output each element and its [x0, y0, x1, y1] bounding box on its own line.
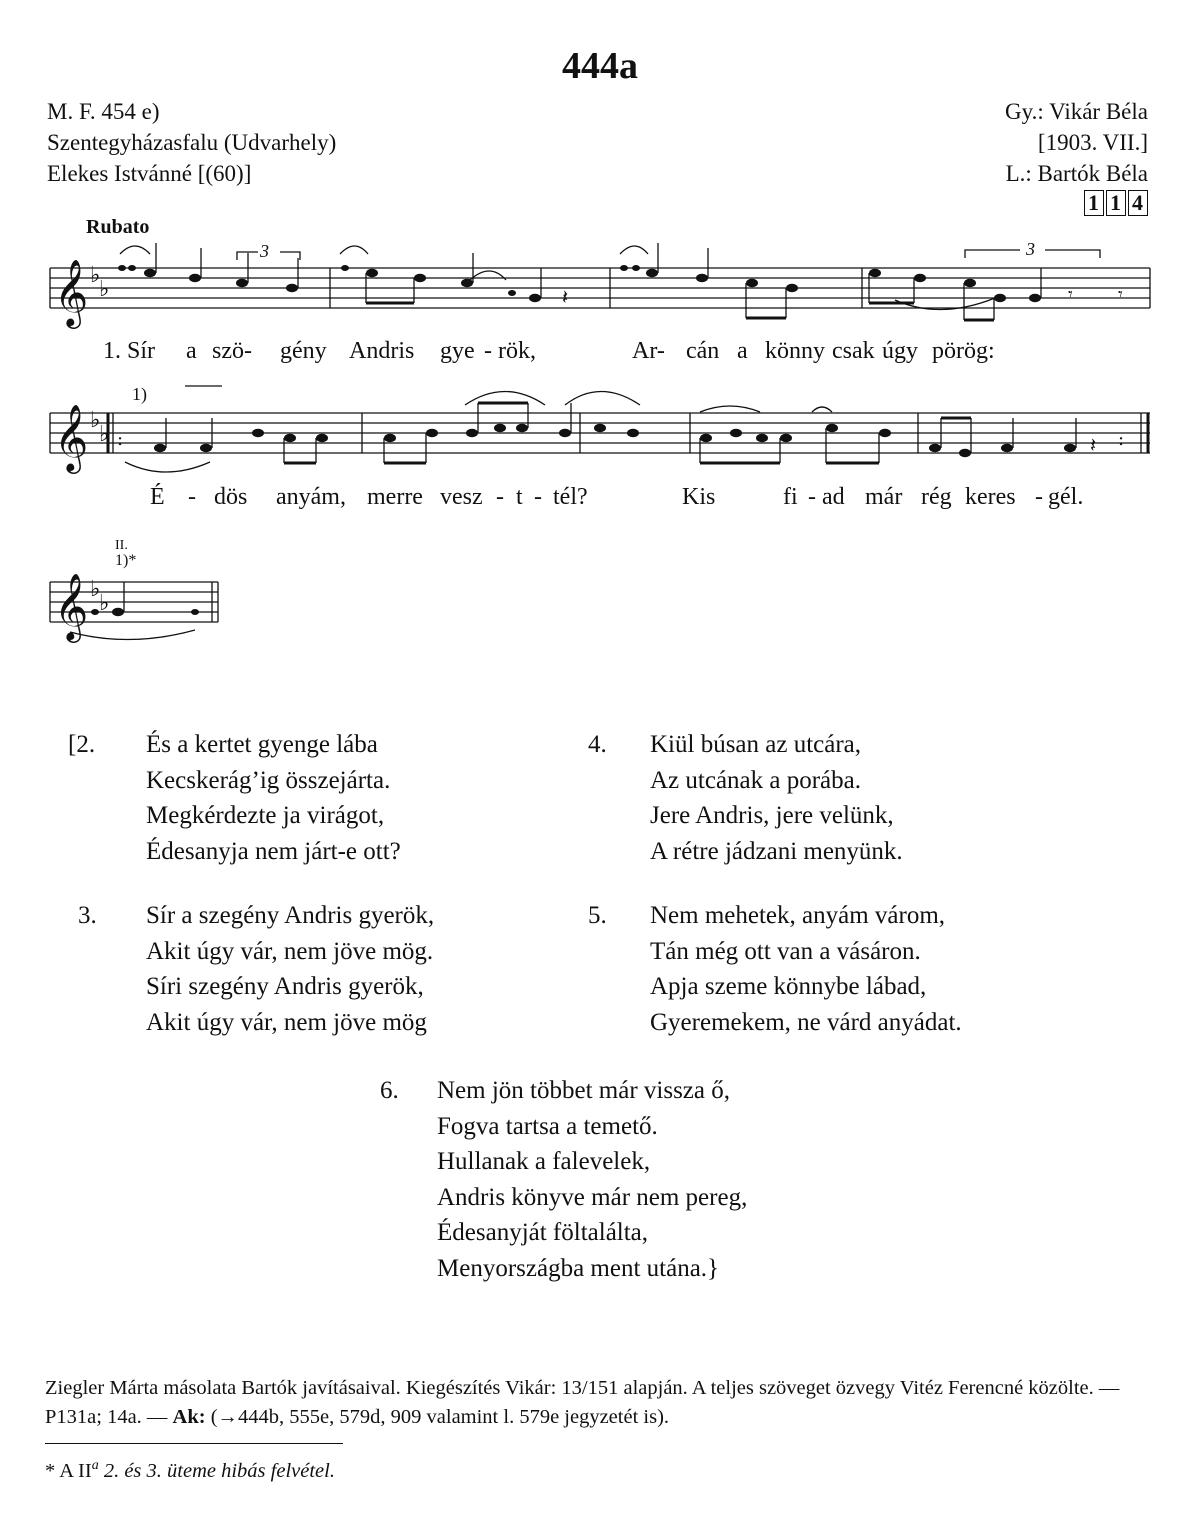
lyric-syllable: a [737, 338, 748, 364]
stanza-line: Apja szeme könnybe lábad, [650, 973, 927, 1000]
variant-mark: 1) [132, 384, 147, 404]
stanza-line: Síri szegény Andris gyerök, [146, 973, 424, 1000]
staff-2 [50, 386, 1150, 453]
tempo-marking: Rubato [86, 216, 150, 238]
lyric-syllable: rég [921, 484, 952, 510]
lyric-syllable: fi [783, 484, 798, 510]
note-text: Ziegler Márta másolata Bartók javításaival. Kiegészítés Vikár: 13/151 alapján. A teljes szöveget özvegy Vitéz Ferencné közölte. — P131a; 14a. — [45, 1377, 1120, 1428]
stanza-text [146, 727, 401, 869]
note-text: * A II [45, 1459, 92, 1482]
lyric-syllable: csak [832, 338, 875, 364]
collector-line: L.: Bartók Béla [1005, 161, 1148, 186]
svg-text:♭: ♭ [90, 577, 101, 602]
lyric-syllable: gél. [1048, 484, 1084, 510]
stanza-text [146, 898, 434, 1040]
ossia-mark: 1)* [115, 552, 137, 569]
lyric-syllable: - [808, 484, 816, 510]
lyric-syllable: - [496, 484, 504, 510]
stanza-line: Gyeremekem, ne várd anyádat. [650, 1008, 962, 1036]
lyric-syllable: gény [280, 338, 327, 364]
lyric-syllable: már [865, 484, 903, 510]
lyric-syllable: anyám, [276, 484, 346, 510]
lyric-syllable: pörög: [932, 338, 995, 364]
stanza-line: Hullanak a falevelek, [437, 1148, 651, 1175]
stanza-line: Nem mehetek, anyám várom, [650, 902, 946, 929]
lyric-syllable: merre [367, 484, 423, 510]
source-line: M. F. 454 e) [47, 99, 160, 124]
stanza-line: Menyországba ment utána.} [437, 1254, 720, 1282]
stanza-number: 6. [380, 1077, 399, 1104]
lyric-syllable: - [534, 484, 542, 510]
lyric-syllable: t [516, 484, 523, 510]
lyric-syllable: rök, [498, 338, 536, 364]
svg-text:𝄽: 𝄽 [1090, 433, 1097, 457]
stanza-text [437, 1073, 747, 1286]
collector-line: Gy.: Vikár Béla [1005, 99, 1148, 124]
stanza-number: [2. [68, 731, 96, 758]
class-box: 4 [1128, 190, 1148, 216]
class-box: 1 [1106, 190, 1126, 216]
stanza-line: Az utcának a porába. [650, 766, 861, 794]
svg-text:𝄞: 𝄞 [54, 258, 89, 326]
svg-text:𝄞: 𝄞 [54, 403, 89, 471]
stanza-line: Édesanyja nem járt-e ott? [146, 837, 401, 865]
lyric-syllable: ad [822, 484, 845, 510]
note-text: 2. és 3. üteme hibás felvétel. [98, 1459, 335, 1482]
note-sup: a [91, 1458, 99, 1473]
stanza-number: 3. [78, 902, 97, 929]
class-box: 1 [1084, 190, 1104, 216]
stanza-line: Akit úgy vár, nem jöve mög. [146, 937, 434, 965]
note-text: (→444b, 555e, 579d, 909 valamint l. 579e jegyzetét is). [205, 1406, 670, 1428]
svg-text:𝄽: 𝄽 [562, 285, 569, 309]
lyric-syllable: Andris [349, 338, 415, 364]
svg-text:𝄾: 𝄾 [1068, 284, 1073, 305]
svg-text:♭: ♭ [90, 408, 101, 433]
lyric-syllable: Kis [682, 484, 716, 510]
svg-text:𝄾: 𝄾 [1118, 284, 1123, 305]
lyric-syllable: cán [686, 338, 720, 364]
footnote-divider [45, 1443, 343, 1444]
page-title: 444a [562, 45, 638, 87]
svg-text:♭: ♭ [99, 591, 110, 616]
svg-text:♭: ♭ [90, 263, 101, 288]
stanza-line: Édesanyját föltalálta, [437, 1219, 649, 1246]
notes-staff-1 [118, 265, 1041, 302]
svg-text::: : [1118, 429, 1125, 450]
stanza-line: A rétre jádzani menyünk. [650, 837, 903, 865]
svg-text:♭: ♭ [99, 422, 110, 447]
collector-line: [1903. VII.] [1037, 130, 1148, 155]
source-line: Szentegyházasfalu (Udvarhely) [47, 130, 337, 155]
asterisk-note [45, 1458, 335, 1483]
lyric-syllable: a [186, 338, 197, 364]
stanza-line: Andris könyve már nem pereg, [437, 1183, 748, 1211]
lyric-syllable: - [484, 338, 492, 364]
stanza-line: Sír a szegény Andris gyerök, [146, 902, 435, 929]
stanza-line: Jere Andris, jere velünk, [650, 802, 894, 829]
stanza-line: Akit úgy vár, nem jöve mög [146, 1008, 427, 1036]
notes-staff-2 [154, 424, 1076, 457]
lyric-syllable: É [150, 484, 165, 510]
lyric-syllable: tél? [553, 484, 588, 510]
stanza-text [650, 727, 903, 869]
stanza-line: Kecskerág’ig összejárta. [146, 766, 391, 794]
lyric-syllable: dös [214, 484, 248, 510]
svg-text:𝄞: 𝄞 [54, 572, 89, 640]
source-note [45, 1374, 1155, 1432]
stanza-text [650, 898, 962, 1040]
triplet-mark: 3 [260, 241, 269, 261]
stanza-line: Kiül búsan az utcára, [650, 731, 862, 758]
note-ak-label: Ak: [172, 1406, 206, 1428]
stanza-line: Megkérdezte ja virágot, [146, 802, 385, 829]
lyric-syllable: - [188, 484, 196, 510]
stanza-line: És a kertet gyenge lába [146, 731, 378, 758]
lyric-syllable: könny [765, 338, 825, 364]
lyric-syllable: úgy [882, 338, 918, 364]
stanza-number: 5. [588, 902, 607, 929]
lyric-syllable: vesz [440, 484, 483, 510]
lyric-syllable: 1. Sír [103, 338, 156, 364]
stanza-line: Tán még ott van a vásáron. [650, 937, 921, 965]
lyric-syllable: - [1035, 484, 1043, 510]
ossia-label: II. [115, 538, 128, 553]
svg-text:♭: ♭ [99, 277, 110, 302]
stanza-line: Fogva tartsa a temető. [437, 1112, 658, 1140]
music-score [0, 0, 1200, 660]
triplet-mark: 3 [1026, 239, 1035, 259]
stanza-number: 4. [588, 731, 607, 758]
svg-text::: : [117, 429, 124, 450]
source-line: Elekes Istvánné [(60)] [47, 161, 252, 186]
lyric-syllable: szö- [212, 338, 252, 364]
lyric-syllable: keres [965, 484, 1016, 510]
lyric-syllable: gye [440, 338, 475, 364]
stanza-line: Nem jön többet már vissza ő, [437, 1077, 730, 1104]
lyric-syllable: Ar- [632, 338, 665, 364]
